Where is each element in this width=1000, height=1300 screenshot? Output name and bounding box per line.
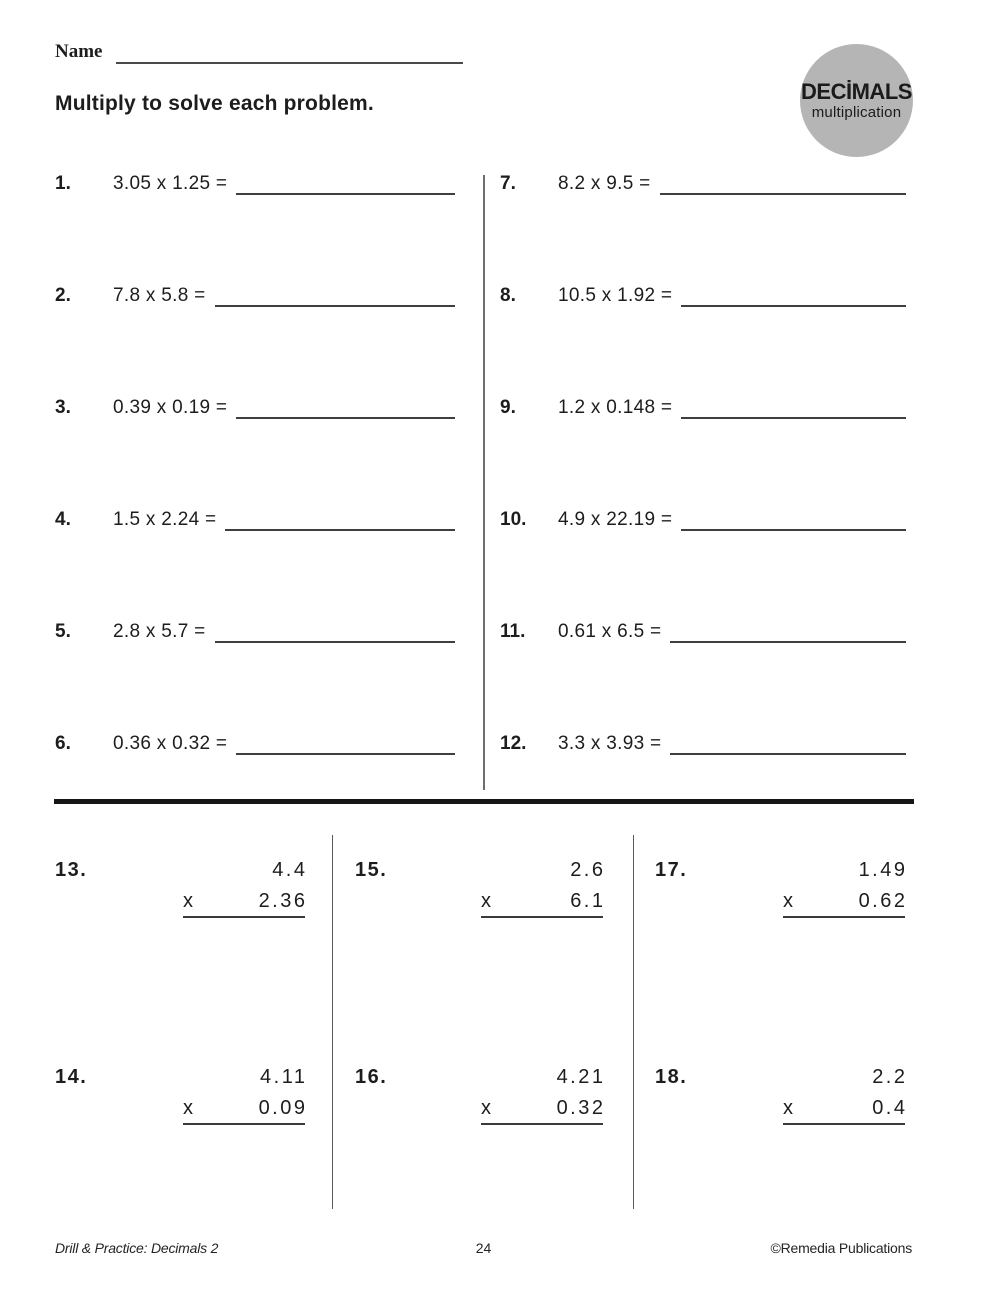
name-label: Name — [55, 41, 103, 62]
multiply-sign: x — [183, 890, 193, 912]
problem-number: 17. — [655, 859, 688, 881]
page-footer — [55, 1240, 912, 1260]
answer-blank[interactable] — [225, 529, 455, 531]
problem-number: 2. — [55, 285, 71, 306]
answer-blank[interactable] — [660, 193, 906, 195]
footer-page-number: 24 — [475, 1240, 492, 1256]
problem-number: 7. — [500, 173, 516, 194]
problem-number: 4. — [55, 509, 71, 530]
multiplier: 0.32 — [556, 1097, 606, 1119]
problem-expression: 1.5 x 2.24 = — [113, 509, 217, 530]
vertical-problem-stack[interactable] — [183, 1064, 308, 1125]
badge-title: DECİMALS — [801, 79, 912, 104]
problem-number: 6. — [55, 733, 71, 754]
problem-number: 9. — [500, 397, 516, 418]
footer-book-title: Drill & Practice: Decimals 2 — [55, 1240, 219, 1256]
problem-row — [55, 732, 455, 844]
problem-expression: 8.2 x 9.5 = — [558, 173, 651, 194]
problem-expression: 2.8 x 5.7 = — [113, 621, 206, 642]
multiplier-line — [783, 1095, 908, 1125]
problem-number: 5. — [55, 621, 71, 642]
problem-expression: 3.3 x 3.93 = — [558, 733, 662, 754]
answer-blank[interactable] — [236, 193, 455, 195]
answer-blank[interactable] — [215, 641, 455, 643]
vertical-problem-stack[interactable] — [481, 857, 606, 918]
problems-column-right — [500, 172, 906, 844]
problem-expression: 1.2 x 0.148 = — [558, 397, 673, 418]
column-divider — [483, 175, 485, 790]
vertical-problem-stack[interactable] — [783, 857, 908, 918]
column-divider — [633, 835, 634, 1209]
problem-number: 18. — [655, 1066, 688, 1088]
decimals-badge — [800, 44, 913, 157]
multiplier: 6.1 — [570, 890, 606, 912]
answer-blank[interactable] — [681, 529, 906, 531]
answer-blank[interactable] — [681, 305, 906, 307]
vertical-problem-stack[interactable] — [783, 1064, 908, 1125]
problem-row — [55, 172, 455, 284]
multiplier: 0.09 — [258, 1097, 308, 1119]
answer-blank[interactable] — [681, 417, 906, 419]
vertical-problems-column-2 — [355, 845, 606, 1220]
problem-expression: 3.05 x 1.25 = — [113, 173, 228, 194]
vertical-problem-stack[interactable] — [183, 857, 308, 918]
problem-number: 14. — [55, 1066, 88, 1088]
multiplier-line — [183, 1095, 308, 1125]
answer-blank[interactable] — [215, 305, 455, 307]
answer-blank[interactable] — [670, 641, 906, 643]
problems-column-left — [55, 172, 455, 844]
vertical-problems-column-3 — [655, 845, 908, 1220]
problem-number: 16. — [355, 1066, 388, 1088]
section-divider-rule — [54, 799, 914, 804]
multiply-sign: x — [481, 890, 491, 912]
problem-number: 15. — [355, 859, 388, 881]
badge-subtitle: multiplication — [811, 104, 902, 121]
instruction-heading: Multiply to solve each problem. — [55, 92, 374, 115]
multiply-sign: x — [783, 890, 793, 912]
problem-row — [500, 396, 906, 508]
multiply-sign: x — [183, 1097, 193, 1119]
answer-blank[interactable] — [670, 753, 906, 755]
problem-row — [55, 396, 455, 508]
problem-number: 8. — [500, 285, 516, 306]
multiply-sign: x — [783, 1097, 793, 1119]
problem-number: 12. — [500, 733, 527, 754]
problem-expression: 10.5 x 1.92 = — [558, 285, 673, 306]
multiplier-line — [481, 1095, 606, 1125]
vertical-problem — [655, 1064, 908, 1125]
problem-expression: 0.36 x 0.32 = — [113, 733, 228, 754]
problem-number: 10. — [500, 509, 527, 530]
multiplier-line — [183, 888, 308, 918]
problem-expression: 7.8 x 5.8 = — [113, 285, 206, 306]
problem-row — [55, 508, 455, 620]
multiplicand: 1.49 — [858, 859, 908, 881]
multiplier: 0.4 — [872, 1097, 908, 1119]
name-input-line[interactable] — [116, 40, 463, 64]
problem-row — [500, 732, 906, 844]
problem-expression: 4.9 x 22.19 = — [558, 509, 673, 530]
problem-row — [500, 172, 906, 284]
vertical-problem-stack[interactable] — [481, 1064, 606, 1125]
vertical-problems-column-1 — [55, 845, 308, 1220]
vertical-problem — [355, 857, 606, 918]
problem-number: 13. — [55, 859, 88, 881]
vertical-problem — [655, 857, 908, 918]
multiplier-line — [481, 888, 606, 918]
problem-expression: 0.61 x 6.5 = — [558, 621, 662, 642]
problem-number: 3. — [55, 397, 71, 418]
multiplier: 0.62 — [858, 890, 908, 912]
problem-expression: 0.39 x 0.19 = — [113, 397, 228, 418]
problem-row — [55, 620, 455, 732]
problem-number: 1. — [55, 173, 71, 194]
vertical-problem — [55, 1064, 308, 1125]
footer-publisher: ©Remedia Publications — [770, 1240, 912, 1256]
column-divider — [332, 835, 333, 1209]
vertical-problem — [55, 857, 308, 918]
multiplicand: 4.11 — [260, 1066, 308, 1088]
answer-blank[interactable] — [236, 753, 455, 755]
problem-row — [500, 620, 906, 732]
multiplier: 2.36 — [258, 890, 308, 912]
problem-row — [55, 284, 455, 396]
multiply-sign: x — [481, 1097, 491, 1119]
vertical-problem — [355, 1064, 606, 1125]
multiplicand: 4.21 — [556, 1066, 606, 1088]
problem-row — [500, 284, 906, 396]
problem-number: 11. — [500, 621, 526, 642]
problem-row — [500, 508, 906, 620]
answer-blank[interactable] — [236, 417, 455, 419]
multiplicand: 2.2 — [872, 1066, 908, 1088]
multiplicand: 2.6 — [570, 859, 606, 881]
multiplicand: 4.4 — [272, 859, 308, 881]
multiplier-line — [783, 888, 908, 918]
